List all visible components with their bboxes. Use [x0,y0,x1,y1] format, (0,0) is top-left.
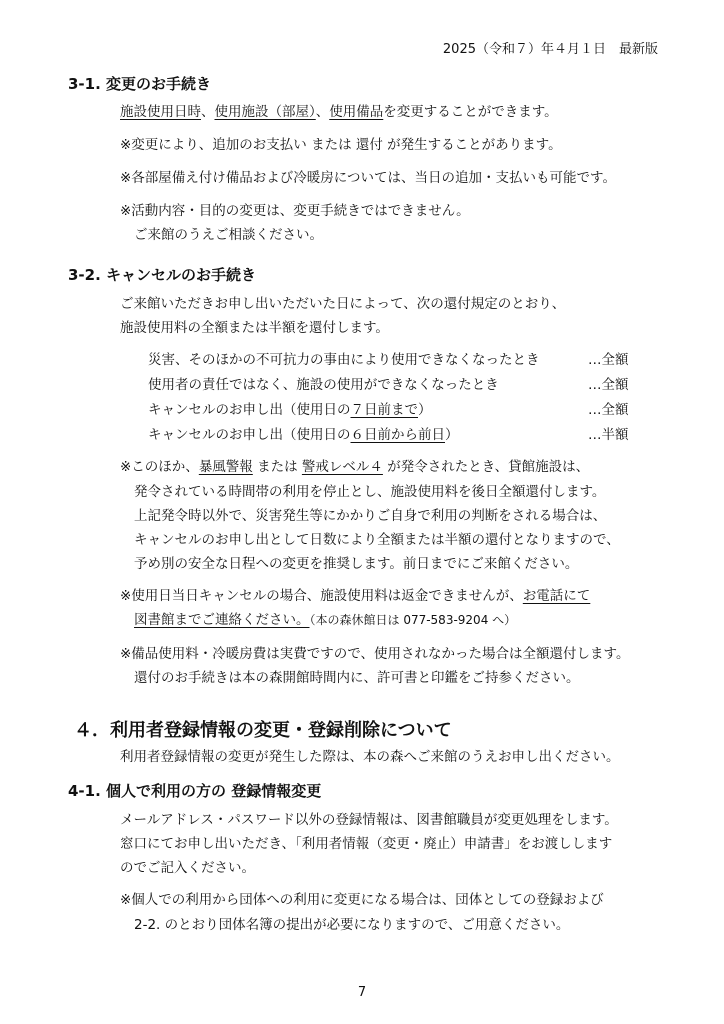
refund-row-value: …半額 [588,427,629,443]
warning-line-4: キャンセルのお申し出として日数により全額または半額の還付となりますので、 [134,532,620,548]
item-equipment: 使用備品 [329,104,384,120]
page-number: 7 [357,985,367,1000]
item-facility: 使用施設（部屋） [214,104,316,120]
section-3-1-title: 3-1. 変更のお手続き [68,75,212,93]
refund-row-label: キャンセルのお申し出（使用日の６日前から前日） [148,427,459,443]
same-day-note-2: 図書館までご連絡ください。（本の森休館日は 077-583-9204 へ） [134,612,517,628]
warning-line-1: ※このほか、暴風警報 または 警戒レベル４ が発令されたとき、貸館施設は、 [120,459,590,475]
refund-row-label: 使用者の責任ではなく、施設の使用ができなくなったとき [148,377,499,393]
section-3-2-p1: ご来館いただきお申し出いただいた日によって、次の還付規定のとおり、 [120,296,566,312]
section-3-2-title: 3-2. キャンセルのお手続き [68,266,257,284]
note-refund: ※変更により、追加のお支払い または 還付 が発生することがあります。 [120,137,562,153]
section-4-title: ４．利用者登録情報の変更・登録削除について [74,720,452,741]
same-day-note-1: ※使用日当日キャンセルの場合、施設使用料は返金できませんが、お電話にて [120,588,591,604]
alert-level-4: 警戒レベル４ [301,459,383,475]
equipment-refund-note-2: 還付のお手続きは本の森開館時間内に、許可書と印鑑をご持参ください。 [134,670,580,686]
warning-line-5: 予め別の安全な日程への変更を推奨します。前日までにご来館ください。 [134,556,579,572]
note-activity-cont: ご来館のうえご相談ください。 [134,227,323,243]
section-4-1-note-2: 2-2. のとおり団体名簿の提出が必要になりますので、ご用意ください。 [134,917,570,933]
note-activity: ※活動内容・目的の変更は、変更手続きではできません。 [120,203,470,219]
equipment-refund-note-1: ※備品使用料・冷暖房費は実費ですので、使用されなかった場合は全額還付します。 [120,646,630,662]
refund-row-value: …全額 [588,352,629,368]
section-4-1-note-1: ※個人での利用から団体への利用に変更になる場合は、団体としての登録および [120,892,604,908]
edition-date: 2025（令和７）年４月１日 最新版 [442,42,658,57]
refund-row-label: 災害、そのほかの不可抗力の事由により使用できなくなったとき [148,352,540,368]
section-4-p: 利用者登録情報の変更が発生した際は、本の森へご来館のうえお申し出ください。 [120,749,620,765]
refund-row-label: キャンセルのお申し出（使用日の７日前まで） [148,402,432,418]
section-3-2-p2: 施設使用料の全額または半額を還付します。 [120,320,389,336]
section-3-1-line-1: 施設使用日時、使用施設（部屋）、使用備品を変更することができます。 [120,104,558,120]
section-4-1-p2: 窓口にてお申し出いただき、「利用者情報（変更・廃止）申請書」をお渡しします [120,836,613,852]
item-datetime: 施設使用日時 [120,104,201,120]
refund-row-value: …全額 [588,402,629,418]
section-4-1-p1: メールアドレス・パスワード以外の登録情報は、図書館職員が変更処理をします。 [120,812,618,828]
note-equipment: ※各部屋備え付け備品および冷暖房については、当日の追加・支払いも可能です。 [120,170,616,186]
warning-line-2: 発令されている時間帯の利用を停止とし、施設使用料を後日全額還付します。 [134,484,606,500]
refund-row-value: …全額 [588,377,629,393]
phone-number-note: （本の森休館日は 077-583-9204 へ） [309,613,517,627]
warning-line-3: 上記発令時以外で、災害発生等にかかりご自身で利用の判断をされる場合は、 [134,508,607,524]
storm-warning: 暴風警報 [198,459,253,475]
section-4-1-p3: のでご記入ください。 [120,860,255,876]
section-4-1-title: 4-1. 個人で利用の方の 登録情報変更 [68,782,322,800]
